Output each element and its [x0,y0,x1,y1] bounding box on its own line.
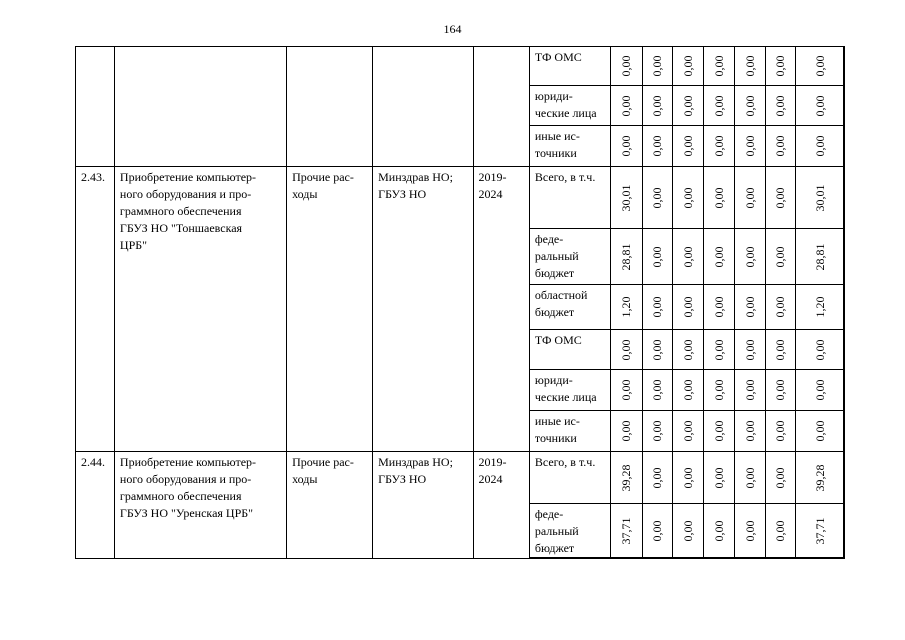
value-cell: 0,00 [742,520,757,541]
value-cell: 0,00 [650,296,665,318]
value-cell: 0,00 [619,339,634,360]
value-cell: 0,00 [773,420,788,442]
value-cell: 0,00 [742,187,757,208]
value-cell: 0,00 [742,379,757,401]
value-cell: 0,00 [742,95,757,116]
value-cell: 0,00 [681,187,696,208]
value-cell: 1,20 [619,296,634,318]
value-cell: 0,00 [650,135,665,157]
expense-type-cell: Прочие рас- ходы [287,167,373,452]
funding-source-cell: иные ис- точники [529,411,610,452]
value-cell: 0,00 [650,95,665,116]
value-cell: 0,00 [711,420,726,442]
value-cell: 0,00 [742,339,757,360]
value-cell: 37,71 [619,517,634,544]
funding-source-cell: областной бюджет [529,285,610,330]
total-value-cell: 0,00 [812,95,827,116]
value-cell: 0,00 [650,520,665,541]
funding-source-cell: иные ис- точники [529,126,610,167]
period-cell: 2019- 2024 [473,167,529,452]
value-cell: 0,00 [711,339,726,360]
executor-cell: Минздрав НО; ГБУЗ НО [373,167,473,452]
value-cell: 0,00 [711,135,726,157]
value-cell: 0,00 [742,296,757,318]
value-cell: 0,00 [773,379,788,401]
total-value-cell: 0,00 [812,339,827,360]
value-cell: 0,00 [773,467,788,488]
value-cell: 0,00 [681,379,696,401]
total-value-cell: 0,00 [812,379,827,401]
value-cell: 0,00 [650,379,665,401]
value-cell: 39,28 [619,464,634,491]
value-cell: 0,00 [742,135,757,157]
value-cell: 0,00 [681,520,696,541]
total-value-cell: 0,00 [812,135,827,157]
value-cell: 0,00 [650,246,665,267]
value-cell: 0,00 [773,339,788,360]
value-cell: 0,00 [742,246,757,267]
value-cell: 0,00 [650,467,665,488]
funding-source-cell: юриди- ческие лица [529,86,610,126]
total-value-cell: 37,71 [812,517,827,544]
value-cell: 0,00 [711,379,726,401]
value-cell: 0,00 [650,420,665,442]
value-cell: 0,00 [619,55,634,77]
value-cell: 0,00 [711,95,726,116]
value-cell: 0,00 [711,296,726,318]
value-cell: 0,00 [681,339,696,360]
total-value-cell: 39,28 [812,464,827,491]
value-cell: 0,00 [742,467,757,488]
period-cell [473,47,529,167]
table-row [76,167,845,229]
value-cell: 0,00 [711,55,726,77]
funding-source-cell: Всего, в т.ч. [529,452,610,504]
value-cell: 0,00 [742,55,757,77]
total-value-cell: 30,01 [812,184,827,211]
value-cell: 0,00 [681,467,696,488]
funding-source-cell: феде- ральный бюджет [529,229,610,285]
value-cell: 0,00 [711,187,726,208]
budget-table [75,46,845,559]
total-value-cell: 1,20 [812,296,827,318]
funding-source-cell: Всего, в т.ч. [529,167,610,229]
value-cell: 0,00 [681,420,696,442]
value-cell: 0,00 [619,95,634,116]
item-name-cell [114,47,286,167]
page-number: 164 [443,22,462,36]
value-cell: 0,00 [650,187,665,208]
table-row [76,452,845,504]
value-cell: 0,00 [773,55,788,77]
value-cell: 0,00 [619,379,634,401]
item-name-cell: Приобретение компьютер- ного оборудования и про- граммного обеспечения ГБУЗ НО "Уренская ЦРБ" [114,452,286,559]
item-number-cell: 2.44. [76,452,115,559]
table-row [76,47,845,86]
item-name-cell: Приобретение компьютер- ного оборудования и про- граммного обеспечения ГБУЗ НО "Тоншаевская ЦРБ" [114,167,286,452]
value-cell: 30,01 [619,184,634,211]
funding-source-cell: ТФ ОМС [529,330,610,370]
expense-type-cell: Прочие рас- ходы [287,452,373,559]
expense-type-cell [287,47,373,167]
funding-source-cell: ТФ ОМС [529,47,610,86]
value-cell: 0,00 [681,95,696,116]
funding-source-cell: феде- ральный бюджет [529,504,610,559]
funding-source-cell: юриди- ческие лица [529,370,610,411]
value-cell: 0,00 [773,187,788,208]
value-cell: 0,00 [773,135,788,157]
value-cell: 0,00 [711,246,726,267]
value-cell: 0,00 [773,246,788,267]
value-cell: 0,00 [681,135,696,157]
value-cell: 0,00 [711,467,726,488]
value-cell: 0,00 [773,296,788,318]
executor-cell [373,47,473,167]
value-cell: 0,00 [711,520,726,541]
value-cell: 0,00 [619,420,634,442]
value-cell: 0,00 [773,520,788,541]
total-value-cell: 0,00 [812,55,827,77]
value-cell: 0,00 [650,55,665,77]
value-cell: 0,00 [650,339,665,360]
value-cell: 0,00 [773,95,788,116]
value-cell: 28,81 [619,243,634,270]
total-value-cell: 28,81 [812,243,827,270]
value-cell: 0,00 [742,420,757,442]
value-cell: 0,00 [619,135,634,157]
value-cell: 0,00 [681,55,696,77]
value-cell: 0,00 [681,296,696,318]
value-cell: 0,00 [681,246,696,267]
period-cell: 2019- 2024 [473,452,529,559]
executor-cell: Минздрав НО; ГБУЗ НО [373,452,473,559]
item-number-cell: 2.43. [76,167,115,452]
total-value-cell: 0,00 [812,420,827,442]
item-number-cell [76,47,115,167]
